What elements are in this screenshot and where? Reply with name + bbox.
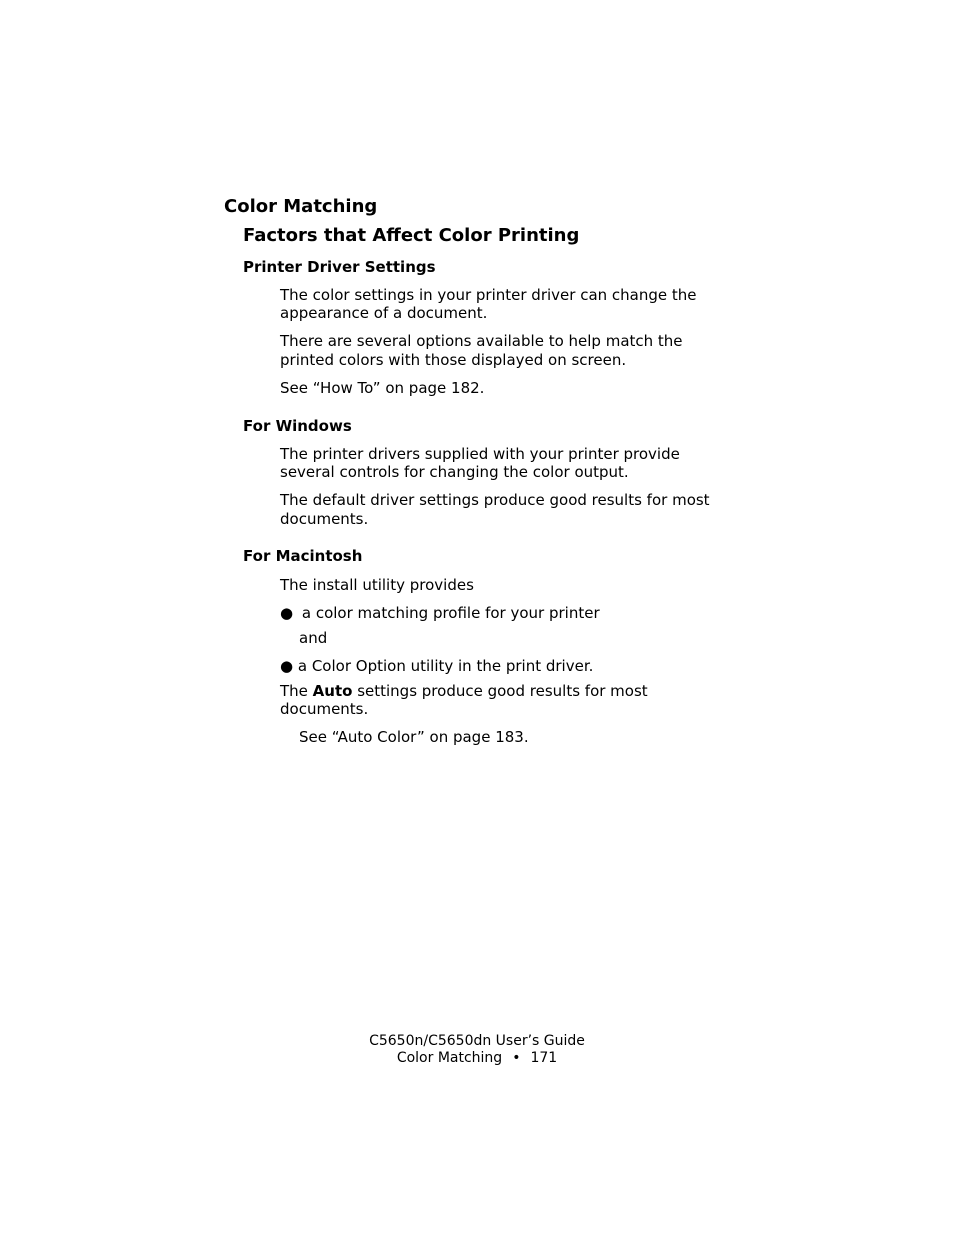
conjunction-text: and <box>299 629 328 647</box>
cross-reference: See “How To” on page 182. <box>280 379 485 397</box>
bullet-icon: ● <box>280 657 294 675</box>
paragraph-line: The default driver settings produce good results for most <box>280 491 710 509</box>
text-fragment: The <box>280 682 313 700</box>
footer-section: Color Matching <box>396 1050 503 1066</box>
paragraph-line: The color settings in your printer driver can change the <box>280 286 697 304</box>
paragraph-line: The printer drivers supplied with your printer provide <box>280 445 680 463</box>
section-title-macintosh: For Macintosh <box>243 547 363 565</box>
section-title-windows: For Windows <box>243 417 352 435</box>
list-item-text: a Color Option utility in the print driver. <box>297 657 594 675</box>
bullet-icon: ● <box>280 604 294 622</box>
footer-page-number: 171 <box>530 1050 558 1066</box>
paragraph-line: There are several options available to help match the <box>280 332 683 350</box>
paragraph-line: printed colors with those displayed on screen. <box>280 351 627 369</box>
footer-page-info <box>0 1050 954 1067</box>
paragraph-line: documents. <box>280 700 369 718</box>
footer-separator: • <box>512 1050 521 1066</box>
paragraph-line: several controls for changing the color output. <box>280 463 629 481</box>
page-subheading: Factors that Affect Color Printing <box>243 225 580 246</box>
paragraph-line <box>280 682 648 701</box>
paragraph-line: appearance of a document. <box>280 304 488 322</box>
footer-guide-title: C5650n/C5650dn User’s Guide <box>369 1033 585 1049</box>
text-fragment: settings produce good results for most <box>352 682 648 700</box>
paragraph-line: documents. <box>280 510 369 528</box>
page-heading: Color Matching <box>224 196 378 217</box>
list-item <box>280 604 600 623</box>
list-item <box>280 657 593 676</box>
section-title-printer-driver: Printer Driver Settings <box>243 258 436 276</box>
cross-reference: See “Auto Color” on page 183. <box>299 728 529 746</box>
list-item-text: a color matching profile for your printer <box>301 604 600 622</box>
page-footer <box>0 1033 954 1067</box>
setting-name: Auto <box>312 682 353 700</box>
paragraph-line: The install utility provides <box>280 576 474 594</box>
